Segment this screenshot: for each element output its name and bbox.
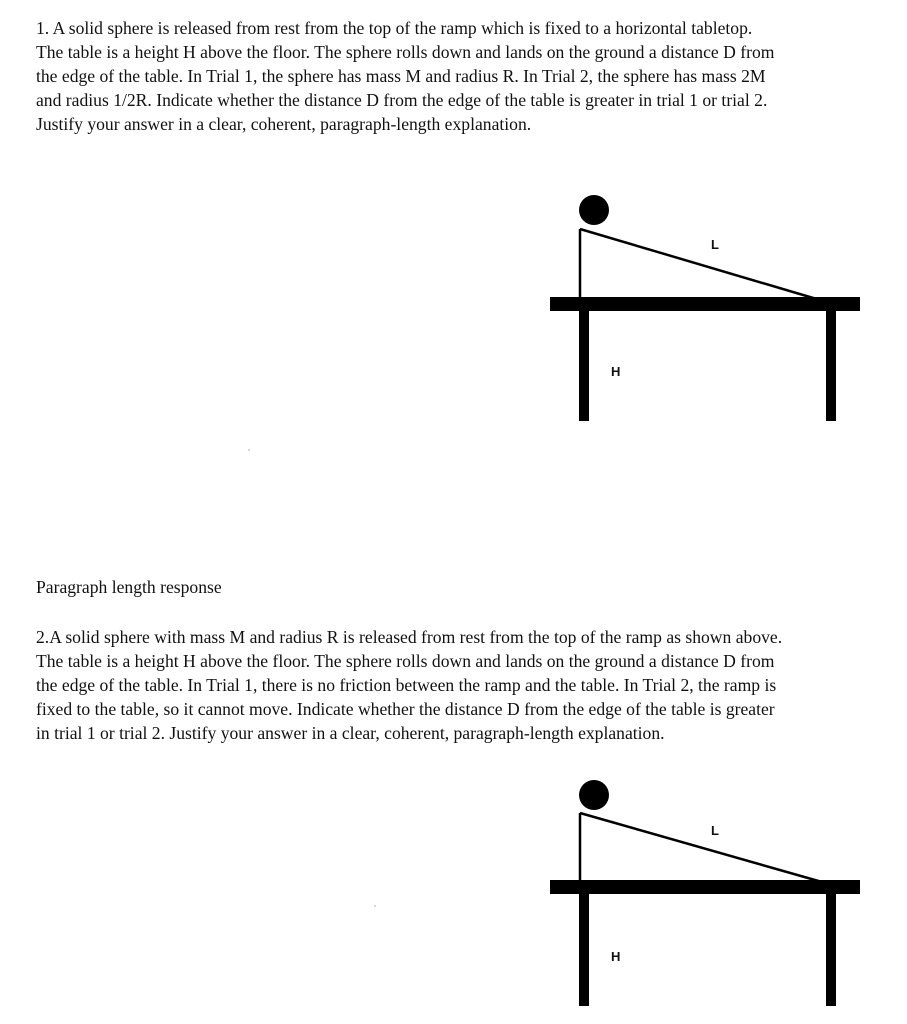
question-1-line: 1. A solid sphere is released from rest from the top of the ramp which is fixed to a horizontal tabletop. <box>36 18 753 38</box>
sphere <box>579 780 609 810</box>
height-label: H <box>611 364 621 379</box>
question-2-line: The table is a height H above the floor. The sphere rolls down and lands on the ground a distance D from <box>36 651 775 671</box>
scan-speck <box>248 449 250 451</box>
question-2-line: 2.A solid sphere with mass M and radius R is released from rest from the top of the ramp as shown above. <box>36 627 783 647</box>
question-1-line: the edge of the table. In Trial 1, the sphere has mass M and radius R. In Trial 2, the sphere has mass 2M <box>36 66 766 86</box>
table-leg-left <box>579 894 589 1006</box>
question-2-line: fixed to the table, so it cannot move. Indicate whether the distance D from the edge of the table is greater <box>36 699 775 719</box>
table-leg-right <box>826 894 836 1006</box>
question-2-line: in trial 1 or trial 2. Justify your answer in a clear, coherent, paragraph-length explanation. <box>36 723 665 743</box>
question-1-line: Justify your answer in a clear, coherent, paragraph-length explanation. <box>36 114 532 134</box>
response-label: Paragraph length response <box>36 577 222 597</box>
question-1-line: and radius 1/2R. Indicate whether the distance D from the edge of the table is greater in trial 1 or trial 2. <box>36 90 768 110</box>
height-label: H <box>611 949 621 964</box>
ramp-length-label: L <box>711 237 719 252</box>
question-2-line: the edge of the table. In Trial 1, there is no friction between the ramp and the table. In Trial 2, the ramp is <box>36 675 777 695</box>
ramp-incline <box>580 813 822 882</box>
tabletop <box>550 880 860 894</box>
scan-speck <box>374 905 376 907</box>
ramp-length-label: L <box>711 823 719 838</box>
question-1-line: The table is a height H above the floor. The sphere rolls down and lands on the ground a distance D from <box>36 42 775 62</box>
